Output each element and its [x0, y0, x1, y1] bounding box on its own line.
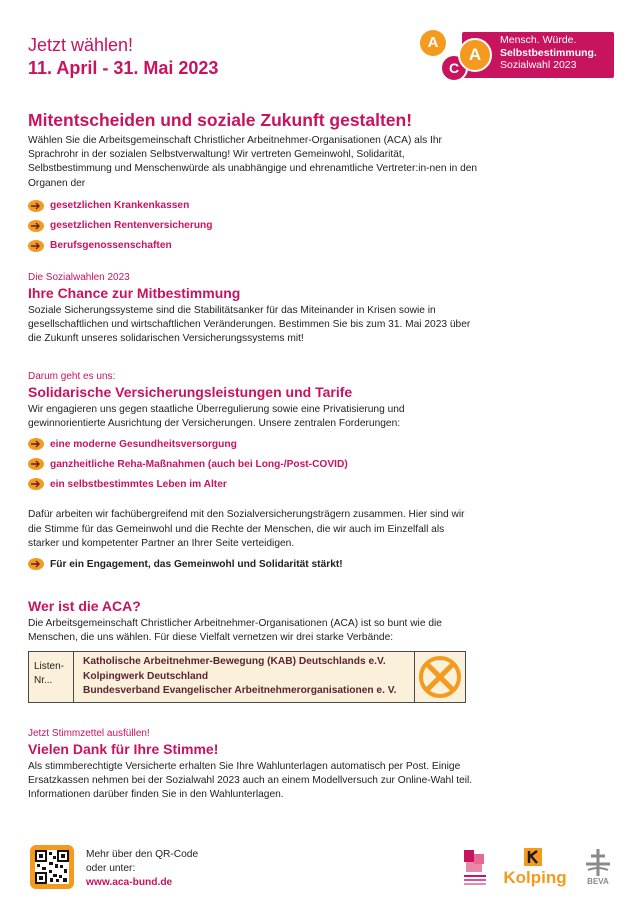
- list-item-label: ein selbstbestimmtes Leben im Alter: [50, 478, 227, 490]
- badge-letter-c: C: [440, 54, 468, 82]
- badge-line2: Selbstbestimmung.: [500, 46, 597, 59]
- closing-list: [28, 554, 478, 574]
- arrow-icon: [28, 240, 44, 252]
- ballot-box: [28, 651, 466, 703]
- footer-text: [86, 848, 198, 890]
- qr-code[interactable]: [30, 845, 74, 889]
- list-item-label: Berufsgenossenschaften: [50, 240, 172, 252]
- chance-section: [28, 271, 478, 347]
- ballot-list-number: Listen-Nr...: [29, 652, 74, 702]
- list-item: [28, 216, 478, 236]
- badge-letter-a2: A: [458, 38, 492, 72]
- ballot-org: Kolpingwerk Deutschland: [83, 670, 209, 682]
- badge-line3: Sozialwahl 2023: [500, 59, 577, 71]
- kab-logo-icon: [462, 848, 488, 886]
- list-item: [28, 196, 478, 216]
- arrow-icon: [28, 478, 44, 490]
- leistungen-paragraph2: Dafür arbeiten wir fachübergreifend mit den Sozialversicherungsträgern zusammen. Hier sind wir die Stimme für das Gemeinwohl und die Rechte der Menschen, die wir auch im Einzelfall als starker und kompetenter Partner an Ihrer Seite verteidigen.: [28, 509, 465, 549]
- header-call: Jetzt wählen!: [28, 35, 134, 55]
- chance-title: Ihre Chance zur Mitbestimmung: [28, 285, 241, 301]
- arrow-icon: [28, 458, 44, 470]
- ballot-cross-icon: [415, 652, 465, 702]
- list-item: [28, 474, 478, 494]
- chance-paragraph: Soziale Sicherungssysteme sind die Stabilitätsanker für das Miteinander in Krisen sowie in gesellschaftlichen und wirtschaftlichen Veränderungen. Bestimmen Sie bis zum 31. Mai 2023 über die Zukunft unseres solidarischen Versicherungssystems mit!: [28, 305, 471, 345]
- thanks-kicker: Jetzt Stimmzettel ausfüllen!: [28, 728, 150, 739]
- kolping-wordmark: Kolping: [503, 868, 567, 887]
- leistungen-kicker: Darum geht es uns:: [28, 371, 116, 382]
- list-item: [28, 434, 478, 454]
- list-item-label: eine moderne Gesundheitsversorgung: [50, 438, 237, 450]
- leistungen-title: Solidarische Versicherungsleistungen und Tarife: [28, 384, 353, 400]
- beva-label: BEVA: [587, 877, 609, 886]
- aca-title: Wer ist die ACA?: [28, 598, 141, 614]
- ballot-orgs: [75, 655, 396, 699]
- leistungen-list: [28, 434, 478, 494]
- intro-list: [28, 196, 478, 256]
- badge-line1: Mensch. Würde.: [500, 34, 577, 46]
- closing-label: Für ein Engagement, das Gemeinwohl und Solidarität stärkt!: [50, 558, 343, 570]
- ballot-org: Katholische Arbeitnehmer-Bewegung (KAB) Deutschlands e.V.: [83, 656, 386, 667]
- arrow-icon: [28, 200, 44, 212]
- list-item-label: gesetzlichen Rentenversicherung: [50, 220, 213, 232]
- footer-url-link[interactable]: www.aca-bund.de: [86, 877, 173, 888]
- arrow-icon: [28, 558, 44, 570]
- header-dates: 11. April - 31. Mai 2023: [28, 58, 219, 78]
- ballot-org: Bundesverband Evangelischer Arbeitnehmerorganisationen e. V.: [83, 685, 397, 696]
- intro-paragraph: Wählen Sie die Arbeitsgemeinschaft Christlicher Arbeitnehmer-Organisationen (ACA) als Ihr Sprachrohr in der sozialen Selbstverwaltung! Wir vertreten Gemeinwohl, Solidarität, Selbstbestimmung und Menschenwürde als unabhängige und ehrenamtliche Vertreter:in-nen in den Organen der: [28, 135, 478, 189]
- ballot-check: [414, 652, 465, 702]
- leistungen-paragraph: Wir engagieren uns gegen staatliche Überregulierung sowie eine Privatisierung und gewinnorientierte Ausrichtung der Versicherungen. Unsere zentralen Forderungen:: [28, 404, 405, 430]
- aca-paragraph: Die Arbeitsgemeinschaft Christlicher Arbeitnehmer-Organisationen (ACA) ist so bunt wie die Menschen, die uns wählen. Für diese Vielfalt vernetzen wir drei starke Verbände:: [28, 618, 442, 644]
- thanks-paragraph: Als stimmberechtigte Versicherte erhalten Sie Ihre Wahlunterlagen automatisch per Post. Einige Ersatzkassen nehmen bei der Sozialwahl 2023 auch an einem Modellversuch zur Online-Wahl teil. Informationen darüber finden Sie in den Wahlunterlagen.: [28, 761, 473, 801]
- arrow-icon: [28, 438, 44, 450]
- arrow-icon: [28, 220, 44, 232]
- footer-line2: oder unter:: [86, 863, 136, 874]
- thanks-title: Vielen Dank für Ihre Stimme!: [28, 741, 219, 757]
- list-item: [28, 454, 478, 474]
- qr-pattern-icon: [35, 850, 69, 884]
- list-item-label: ganzheitliche Reha-Maßnahmen (auch bei Long-/Post-COVID): [50, 458, 348, 470]
- badge-letter-a1: A: [420, 30, 446, 56]
- beva-logo: [582, 848, 614, 888]
- intro-section: [28, 110, 478, 256]
- thanks-section: [28, 727, 478, 803]
- beva-cross-icon: [582, 848, 614, 878]
- intro-title: Mitentscheiden und soziale Zukunft gestalten!: [28, 110, 413, 130]
- closing-statement: [28, 554, 478, 574]
- leistungen-section: [28, 370, 478, 574]
- kab-logo: [462, 848, 488, 886]
- list-item: [28, 236, 478, 256]
- chance-kicker: Die Sozialwahlen 2023: [28, 272, 130, 283]
- kolping-logo: [500, 846, 570, 890]
- aca-badge: [418, 28, 614, 80]
- footer-line1: Mehr über den QR-Code: [86, 849, 199, 860]
- list-item-label: gesetzlichen Krankenkassen: [50, 200, 190, 212]
- badge-text: [500, 34, 597, 72]
- aca-section: [28, 597, 478, 645]
